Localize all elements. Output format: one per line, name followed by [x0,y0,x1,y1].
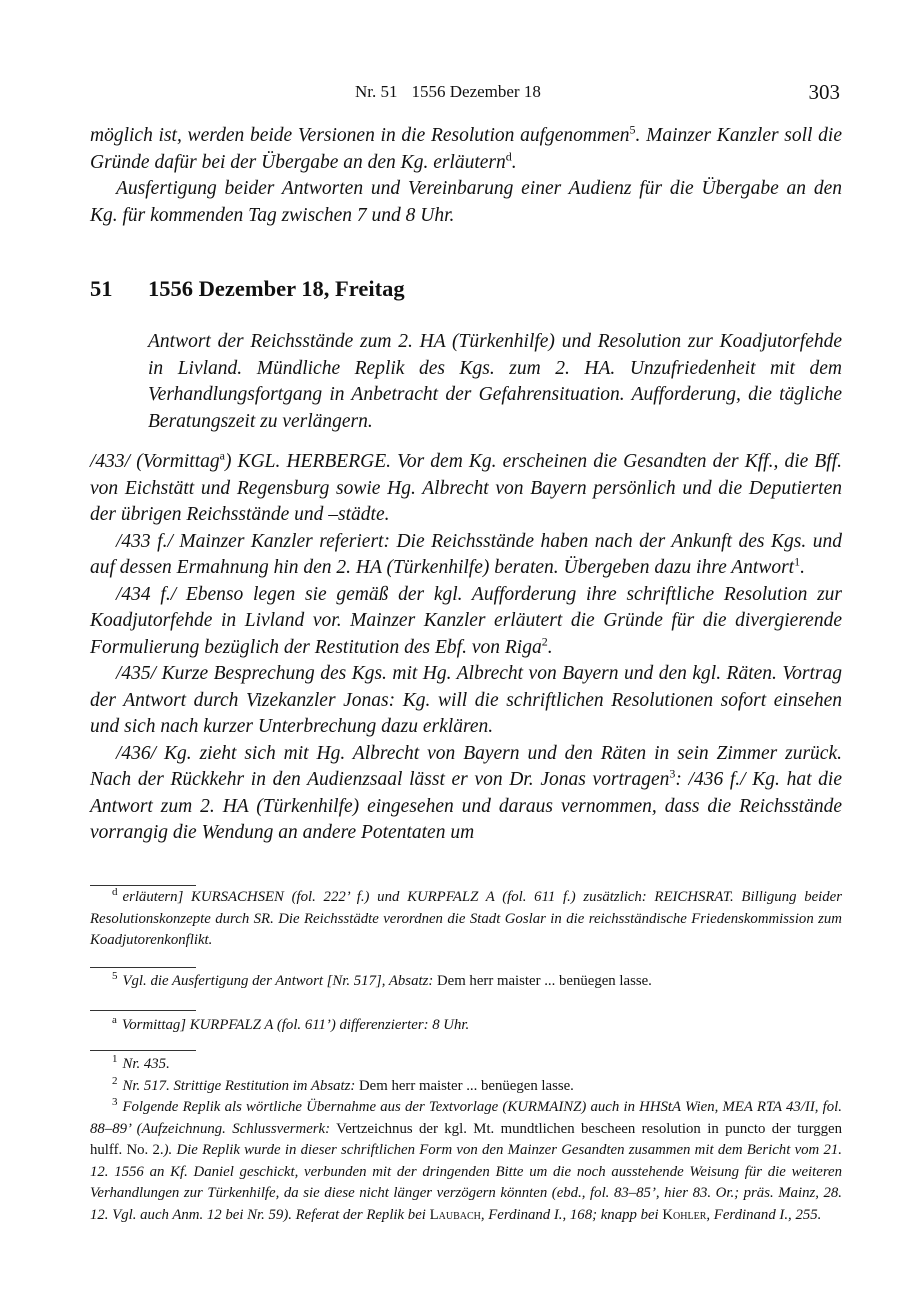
footnote-divider [90,1010,196,1011]
paragraph: /433 f./ Mainzer Kanzler referiert: Die Reichsstände haben nach der Ankunft des Kgs. und auf dessen Ermahnung hin den 2. HA (Türkenhilfe) beraten. Übergeben dazu ihre Antwort$^1$. [90,530,842,578]
footnote-5: $^5$ Vgl. die Ausfertigung der Antwort [Nr. 517], Absatz: Dem herr maister ... benüegen lasse. [112,970,652,989]
continuation-paragraph-1: möglich ist, werden beide Versionen in die Resolution aufgenommen$^5$. Mainzer Kanzler soll die Gründe dafür bei der Übergabe an den Kg. erläutern$^d$. [90,122,843,173]
section-abstract: Antwort der Reichsstände zum 2. HA (Türkenhilfe) und Resolution zur Koadjutorfehde in Livland. Mündliche Replik des Kgs. zum 2. HA. Unzufriedenheit mit dem Verhandlungsfortgang in Anbetracht der Gefahrensituation. Aufforderung, die tägliche Beratungszeit zu verlängern. [148,331,842,432]
running-head [355,82,541,102]
variant-ref[interactable]: a [219,448,225,463]
footnote-2: $^2$ Nr. 517. Strittige Restitution im Absatz: Dem herr maister ... benüegen lasse. [112,1074,574,1094]
footnote-divider [90,885,196,886]
paragraph: /436/ Kg. zieht sich mit Hg. Albrecht von Bayern und den Räten in sein Zimmer zurück. Nach der Rückkehr in den Audienzsaal lässt er von Dr. Jonas vortragen$^3$: /436 f./ Kg. hat die Antwort zum 2. HA (Türkenhilfe) eingesehen und daraus vernommen, dass die Reichsstände vorrangig die Wendung an andere Potentaten um [90,742,842,843]
footnote-ref[interactable]: 1 [794,554,801,569]
footnote-ref[interactable]: 3 [669,766,676,781]
author-name: Laubach [429,1206,481,1223]
author-name: Kohler [662,1206,707,1223]
paragraph: /433/ (Vormittag$^a$) KGL. HERBERGE. Vor dem Kg. erscheinen die Gesandten der Kff., die Bff. von Eichstätt und Regensburg sowie Hg. Albrecht von Bayern persönlich und die Deputierten der übrigen Reichsstände und –städte. [90,448,842,525]
footnote-divider [90,1050,196,1051]
running-head-date: 1556 Dezember 18 [411,82,541,101]
variant-note-d: $^d$ erläutern] KURSACHSEN (fol. 222’ f.) und KURPFALZ A (fol. 611 f.) zusätzlich: REICHSRAT. Billigung beider Resolutionskonzepte durch SR. Die Reichsstädte verordnen die Stadt Goslar in die reichsständische Friedenskommission zum Koadjutorenkonflikt. [90,886,842,948]
page-number: 303 [808,80,840,104]
variant-note-a: $^a$ Vormittag] KURPFALZ A (fol. 611’) differenzierter: 8 Uhr. [112,1014,470,1033]
running-head-number: Nr. 51 [355,82,398,101]
footnote-3: $^3$ Folgende Replik als wörtliche Übernahme aus der Textvorlage (KURMAINZ) auch in HHStA Wien, MEA RTA 43/II, fol. 88–89’ (Aufzeichnung. Schlussvermerk: Vertzeichnus der kgl. Mt. mundtlichen bescheen resolution in puncto der turggen hulff. No. 2.). Die Replik wurde in dieser schriftlichen Form von den Mainzer Gesandten zusammen mit dem Bericht vom 21. 12. 1556 an Kf. Daniel geschickt, verbunden mit der dringenden Bitte um die noch ausstehende Weisung für die weiteren Verhandlungen zur Türkenhilfe, da sie diese nicht länger verzögern könnten (ebd., fol. 83–85’, hier 83. Or.; präs. Mainz, 28. 12. Vgl. auch Anm. 12 bei Nr. 59). Referat der Replik bei Laubach, Ferdinand I., 168; knapp bei Kohler, Ferdinand I., 255. [90,1096,843,1223]
variant-ref[interactable]: d [505,149,512,163]
footnote-ref[interactable]: 2 [541,634,548,648]
section-title: 1556 Dezember 18, Freitag [148,276,405,301]
continuation-paragraph-2: Ausfertigung beider Antworten und Vereinbarung einer Audienz für die Übergabe an den Kg. für kommenden Tag zwischen 7 und 8 Uhr. [90,178,842,226]
main-text [90,449,842,847]
section-number: 51 [90,276,113,301]
numbered-footnotes [90,1054,842,1226]
footnote-ref[interactable]: 5 [629,122,636,137]
footnote-1: $^1$ Nr. 435. [112,1053,170,1072]
section-heading [90,276,405,302]
paragraph: /434 f./ Ebenso legen sie gemäß der kgl. Aufforderung ihre schriftliche Resolution zur Koadjutorfehde in Livland vor. Mainzer Kanzler erläutert die Gründe für die divergierende Formulierung bezüglich der Restitution des Ebf. von Riga$^2$. [90,583,842,658]
variant-notes [90,887,842,952]
footnote-divider [90,967,196,968]
continuation-text [90,123,842,229]
paragraph: /435/ Kurze Besprechung des Kgs. mit Hg. Albrecht von Bayern und den kgl. Räten. Vortrag der Antwort durch Vizekanzler Jonas: Kg. will die schriftlichen Resolutionen sofort einsehen und sich nach kurzer Unterbrechung dazu erklären. [90,663,842,737]
